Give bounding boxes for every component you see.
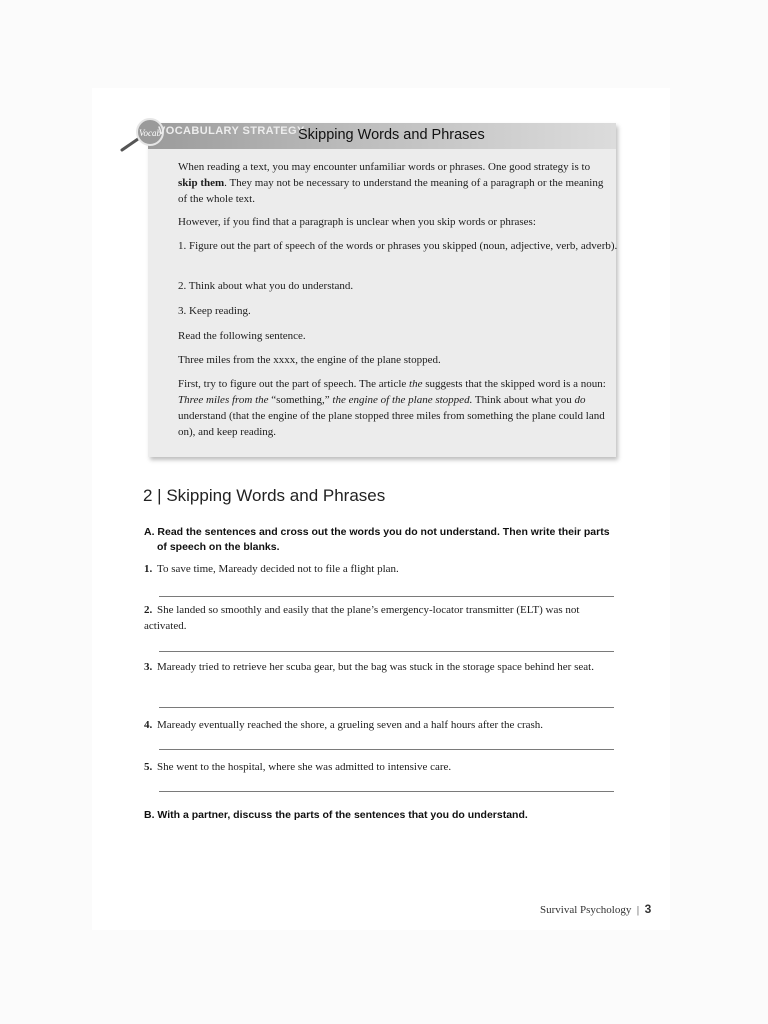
footer-divider: | [634, 904, 642, 916]
strategy-title: Skipping Words and Phrases [298, 127, 485, 143]
exercise-title: 2 | Skipping Words and Phrases [143, 486, 386, 505]
exercise-item-5: 5. She went to the hospital, where she was admitted to intensive care. [144, 761, 452, 773]
strategy-paragraph-4: First, try to figure out the part of speech. The article the suggests that the skipped word is a noun: Three miles from the “something,” the engine of the plane stopped. Think about what you do understand (that the engine of the plane stopped three miles from something the plane could land on), and keep reading. [178, 378, 606, 438]
exercise-item-3: 3. Maready tried to retrieve her scuba gear, but the bag was stuck in the storage space behind her seat. [144, 661, 594, 673]
answer-blank-4[interactable] [159, 749, 614, 750]
exercise-item-2: 2. She landed so smoothly and easily that the plane’s emergency-locator transmitter (ELT) was not activated. [144, 604, 580, 632]
vocab-icon-text: Vocab [139, 128, 161, 138]
answer-blank-5[interactable] [159, 791, 614, 792]
strategy-example-sentence: Three miles from the xxxx, the engine of the plane stopped. [178, 354, 441, 366]
page-footer [540, 902, 651, 916]
exercise-item-4: 4. Maready eventually reached the shore, a grueling seven and a half hours after the crash. [144, 719, 544, 731]
strategy-step-1: 1. Figure out the part of speech of the words or phrases you skipped (noun, adjective, verb, adverb). [178, 240, 618, 252]
answer-blank-3[interactable] [159, 707, 614, 708]
page-number: 3 [644, 902, 652, 916]
instruction-b: B. With a partner, discuss the parts of the sentences that you do understand. [144, 809, 528, 821]
exercise-item-1: 1. To save time, Maready decided not to file a flight plan. [144, 563, 399, 575]
instruction-a: A. Read the sentences and cross out the words you do not understand. Then write their parts of speech on the blanks. [144, 526, 610, 553]
strategy-step-3: 3. Keep reading. [178, 305, 251, 317]
answer-blank-2[interactable] [159, 651, 614, 652]
strategy-paragraph-1: When reading a text, you may encounter unfamiliar words or phrases. One good strategy is to skip them. They may not be necessary to understand the meaning of a paragraph or the meaning of the whole text. [178, 161, 604, 205]
strategy-paragraph-2: However, if you find that a paragraph is unclear when you skip words or phrases: [178, 216, 536, 228]
skip-them-bold: skip them [178, 177, 225, 189]
answer-blank-1[interactable] [159, 596, 614, 597]
strategy-step-2: 2. Think about what you do understand. [178, 280, 354, 292]
strategy-tag: VOCABULARY STRATEGY [158, 125, 305, 137]
book-title: Survival Psychology [540, 904, 632, 916]
strategy-paragraph-3: Read the following sentence. [178, 330, 306, 342]
